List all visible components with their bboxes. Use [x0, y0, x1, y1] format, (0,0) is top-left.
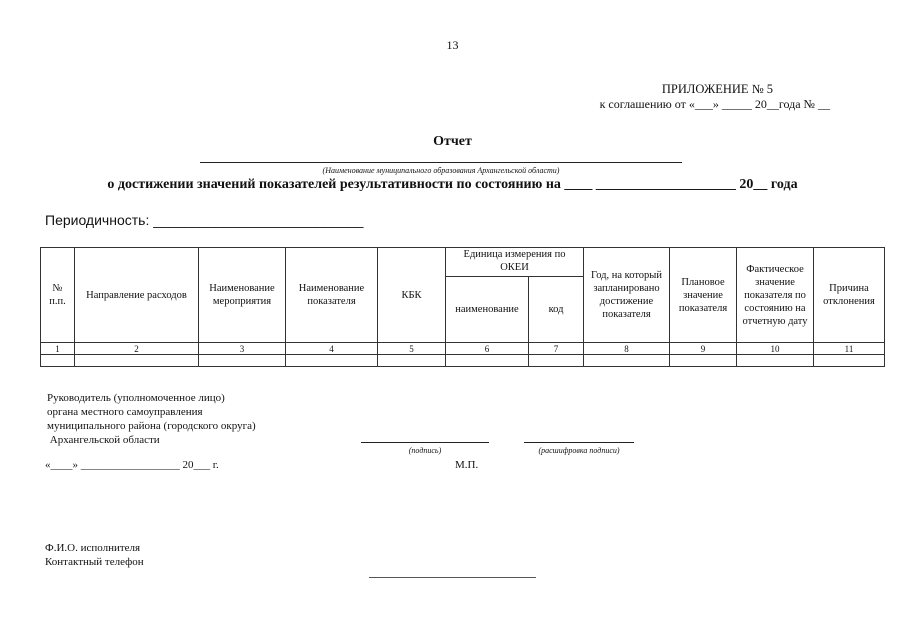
header-unit-group: Единица измерения по ОКЕИ — [446, 248, 584, 277]
signature-date: «____» __________________ 20___ г. — [45, 459, 219, 471]
table-row — [41, 355, 885, 367]
column-number: 3 — [199, 343, 286, 355]
column-number: 2 — [75, 343, 199, 355]
column-number: 9 — [670, 343, 737, 355]
column-number: 10 — [737, 343, 814, 355]
table-cell — [814, 355, 885, 367]
header-actual: Фактическое значение показателя по состоянию на отчетную дату — [737, 248, 814, 343]
header-event: Наименование мероприятия — [199, 248, 286, 343]
table-cell — [446, 355, 529, 367]
header-planned: Плановое значение показателя — [670, 248, 737, 343]
stamp-place: М.П. — [455, 459, 479, 471]
signature-decrypt-caption: (расшифровка подписи) — [538, 446, 620, 455]
column-number: 8 — [584, 343, 670, 355]
bottom-divider — [369, 577, 536, 578]
report-subject: о достижении значений показателей результативности по состоянию на ____ ____________________ 20__ года — [107, 177, 798, 192]
executor-block — [45, 541, 144, 569]
page-number: 13 — [446, 38, 459, 52]
municipality-name-line — [200, 162, 682, 163]
document-title: Отчет — [433, 134, 472, 149]
header-unit-name: наименование — [446, 277, 529, 343]
table-cell — [529, 355, 584, 367]
header-reason: Причина отклонения — [814, 248, 885, 343]
column-number: 5 — [378, 343, 446, 355]
header-num: № п.п. — [41, 248, 75, 343]
table-cell — [378, 355, 446, 367]
annex-subtitle: к соглашению от «___» _____ 20__года № __ — [599, 97, 830, 111]
signatory-line: Архангельской области — [47, 434, 160, 446]
signatory-line: Руководитель (уполномоченное лицо) — [47, 392, 225, 404]
table-cell — [41, 355, 75, 367]
municipality-name-caption: (Наименование муниципального образования Архангельской области) — [322, 166, 560, 175]
column-number: 1 — [41, 343, 75, 355]
column-number: 6 — [446, 343, 529, 355]
column-number: 11 — [814, 343, 885, 355]
annex-title: ПРИЛОЖЕНИЕ № 5 — [661, 82, 773, 96]
column-number: 4 — [286, 343, 378, 355]
column-number: 7 — [529, 343, 584, 355]
signature-decrypt-line — [524, 442, 634, 443]
table-cell — [199, 355, 286, 367]
executor-name: Ф.И.О. исполнителя — [45, 542, 141, 554]
table-cell — [584, 355, 670, 367]
executor-phone: Контактный телефон — [45, 556, 144, 568]
report-table — [40, 247, 885, 367]
header-year: Год, на который запланировано достижение показателя — [584, 248, 670, 343]
signature-caption: (подпись) — [408, 446, 442, 455]
periodicity-field: Периодичность: ___________________________ — [45, 212, 364, 228]
header-unit-code: код — [529, 277, 584, 343]
signatory-block — [47, 391, 256, 447]
signatory-line: органа местного самоуправления — [47, 406, 203, 418]
header-direction: Направление расходов — [75, 248, 199, 343]
signature-line — [361, 442, 489, 443]
table-cell — [75, 355, 199, 367]
table-cell — [737, 355, 814, 367]
header-indicator: Наименование показателя — [286, 248, 378, 343]
table-cell — [286, 355, 378, 367]
signatory-line: муниципального района (городского округа) — [47, 420, 256, 432]
column-numbers-row — [41, 343, 885, 355]
header-kbk: КБК — [378, 248, 446, 343]
table-cell — [670, 355, 737, 367]
